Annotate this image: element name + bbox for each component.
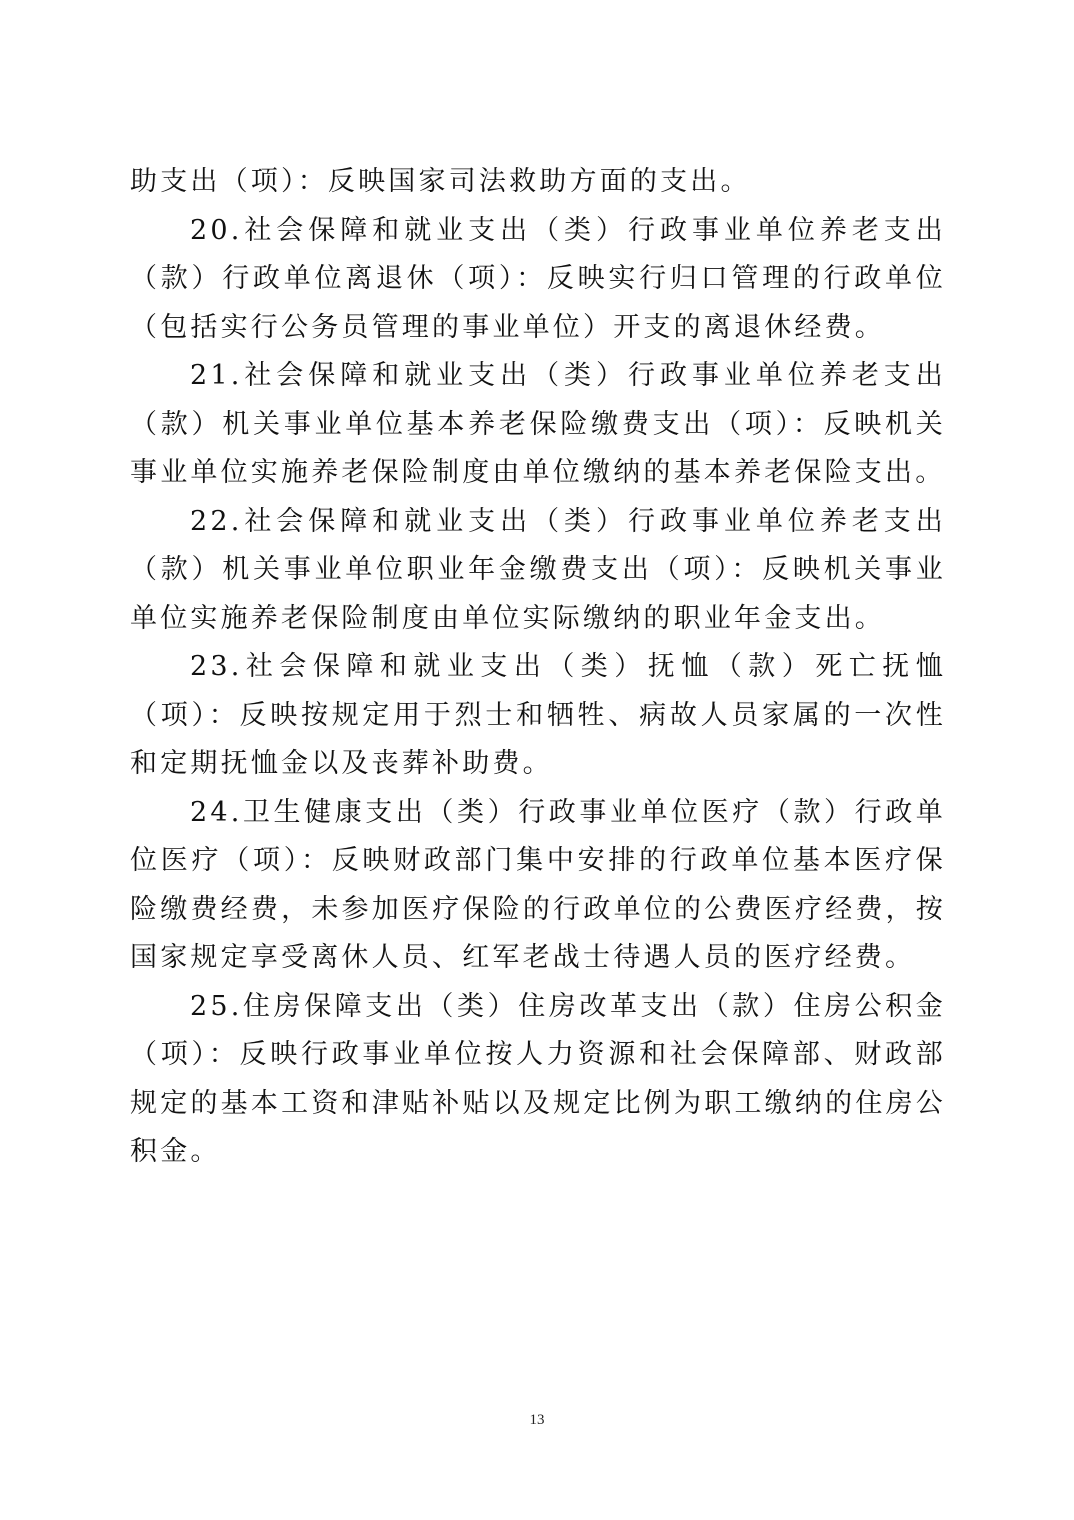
paragraph-item-20: 20.社会保障和就业支出（类）行政事业单位养老支出（款）行政单位离退休（项）：反映实行归口管理的行政单位（包括实行公务员管理的事业单位）开支的离退休经费。: [130, 214, 946, 343]
page-number: 13: [529, 1412, 545, 1428]
paragraph-item-21: 21.社会保障和就业支出（类）行政事业单位养老支出（款）机关事业单位基本养老保险缴费支出（项）：反映机关事业单位实施养老保险制度由单位缴纳的基本养老保险支出。: [130, 360, 946, 488]
paragraph-continuation: 助支出（项）：反映国家司法救助方面的支出。: [130, 166, 751, 197]
document-body: [130, 158, 946, 1177]
paragraph-item-24: 24.卫生健康支出（类）行政事业单位医疗（款）行政单位医疗（项）：反映财政部门集中安排的行政单位基本医疗保险缴费经费，未参加医疗保险的行政单位的公费医疗经费，按国家规定享受离休人员、红军老战士待遇人员的医疗经费。: [130, 796, 946, 973]
paragraph-item-22: 22.社会保障和就业支出（类）行政事业单位养老支出（款）机关事业单位职业年金缴费支出（项）：反映机关事业单位实施养老保险制度由单位实际缴纳的职业年金支出。: [130, 505, 946, 634]
paragraph-item-23: 23.社会保障和就业支出（类）抚恤（款）死亡抚恤（项）：反映按规定用于烈士和牺牲、病故人员家属的一次性和定期抚恤金以及丧葬补助费。: [130, 651, 946, 779]
paragraph-item-25: 25.住房保障支出（类）住房改革支出（款）住房公积金（项）：反映行政事业单位按人力资源和社会保障部、财政部规定的基本工资和津贴补贴以及规定比例为职工缴纳的住房公积金。: [130, 990, 946, 1167]
